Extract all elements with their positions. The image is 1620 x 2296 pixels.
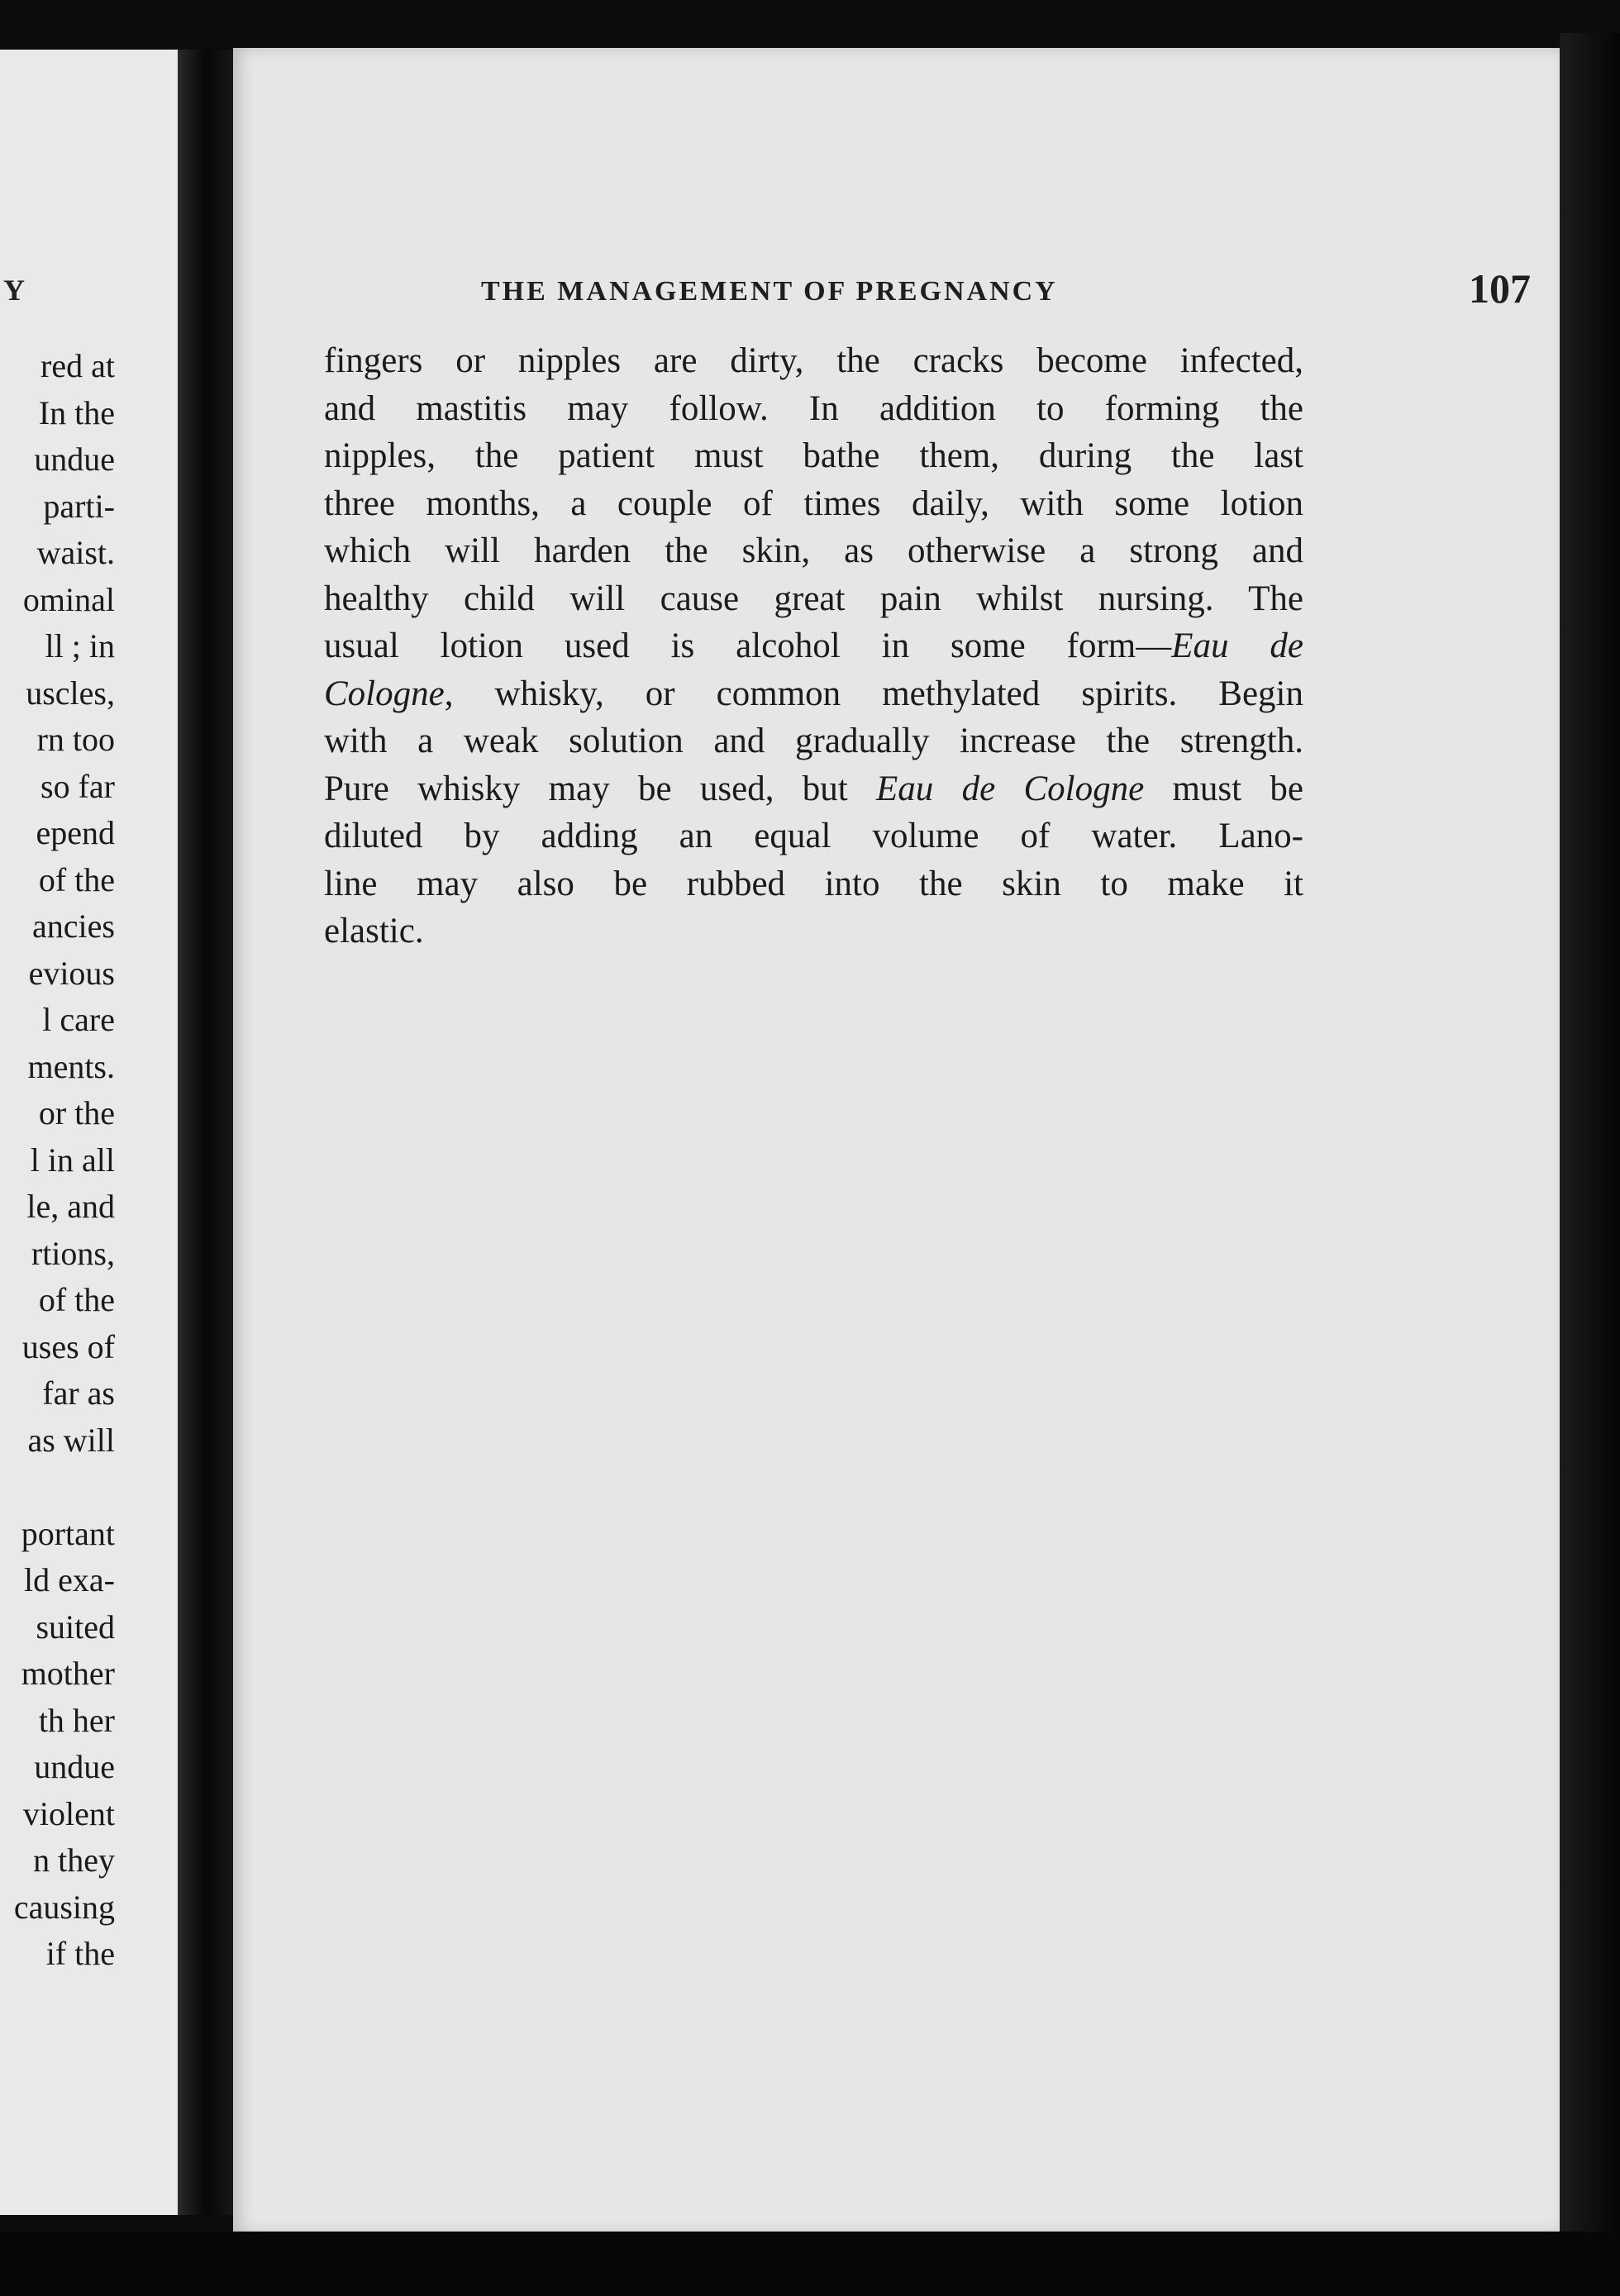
text-segment: usual lotion used is alcohol in some form— <box>324 626 1172 665</box>
text-segment: must be <box>1144 769 1303 808</box>
previous-page-line: epend <box>36 814 115 851</box>
previous-page-line: uscles, <box>26 674 115 712</box>
previous-page-line: parti- <box>43 487 115 525</box>
previous-page-line: so far <box>40 767 115 805</box>
previous-page-line: undue <box>34 441 115 478</box>
previous-page-header-fragment: Y <box>3 274 25 307</box>
text-line: diluted by adding an equal volume of water. Lano- <box>324 817 1303 855</box>
previous-page-line: causing <box>13 1888 115 1926</box>
text-line <box>324 765 1303 813</box>
previous-page-line: n they <box>33 1841 115 1879</box>
previous-page-line: uses of <box>21 1327 115 1365</box>
previous-page-line: rtions, <box>31 1234 115 1272</box>
body-paragraph <box>324 337 1303 955</box>
previous-page-line: In the <box>38 393 115 431</box>
text-line: nipples, the patient must bathe them, during the last <box>324 436 1303 475</box>
text-line: three months, a couple of times daily, with some lotion <box>324 483 1303 523</box>
page-edge-shadow <box>1560 33 1620 2265</box>
previous-page-line: ancies <box>32 907 115 945</box>
text-line: and mastitis may follow. In addition to forming the <box>324 388 1303 428</box>
previous-page-line: violent <box>22 1794 115 1832</box>
previous-page-line: as will <box>27 1421 115 1459</box>
italic-term: Cologne <box>324 674 445 713</box>
text-line: healthy child will cause great pain whilst nursing. The <box>324 579 1303 618</box>
running-head: THE MANAGEMENT OF PREGNANCY <box>481 276 1058 307</box>
text-line <box>324 670 1303 718</box>
text-line: which will harden the skin, as otherwise a strong and <box>324 531 1303 570</box>
previous-page-line: far as <box>42 1374 115 1412</box>
previous-page-line: mother <box>21 1655 115 1692</box>
previous-page-line: l care <box>42 1001 115 1038</box>
previous-page-line: ominal <box>22 580 115 618</box>
text-line: elastic. <box>324 912 424 950</box>
text-segment: , whisky, or common methylated spirits. Begin <box>444 674 1303 713</box>
previous-page-line: portant <box>21 1514 115 1552</box>
scan-bottom-edge <box>0 2232 1620 2296</box>
previous-page-line: or the <box>38 1094 115 1131</box>
previous-page-line: ll ; in <box>45 627 115 665</box>
previous-page-line: if the <box>45 1935 115 1972</box>
previous-page-line: rn too <box>36 721 115 758</box>
text-line: line may also be rubbed into the skin to make it <box>324 864 1303 903</box>
previous-page-line: suited <box>36 1608 115 1646</box>
previous-page-line: of the <box>38 860 115 898</box>
previous-page-line: th her <box>38 1701 115 1739</box>
previous-page-line: waist. <box>36 534 115 571</box>
previous-page-line: of the <box>38 1281 115 1318</box>
previous-page-line: ments. <box>27 1047 115 1085</box>
italic-term: Eau de Cologne <box>876 769 1145 808</box>
page-header <box>481 264 1531 322</box>
text-line: with a weak solution and gradually increase the strength. <box>324 722 1303 760</box>
text-line: fingers or nipples are dirty, the cracks become infected, <box>324 341 1303 380</box>
text-line <box>324 622 1303 670</box>
page-number: 107 <box>1469 265 1531 312</box>
previous-page-line: l in all <box>30 1141 115 1179</box>
page <box>233 48 1560 2234</box>
previous-page <box>0 50 178 2215</box>
previous-page-line: evious <box>28 954 115 992</box>
previous-page-line: ld exa- <box>24 1561 115 1598</box>
book-gutter <box>178 50 236 2215</box>
text-segment: Pure whisky may be used, but <box>324 769 876 808</box>
previous-page-line: le, and <box>26 1188 115 1225</box>
previous-page-line: undue <box>34 1748 115 1785</box>
italic-term: Eau de <box>1171 626 1303 665</box>
previous-page-line: red at <box>40 347 115 384</box>
